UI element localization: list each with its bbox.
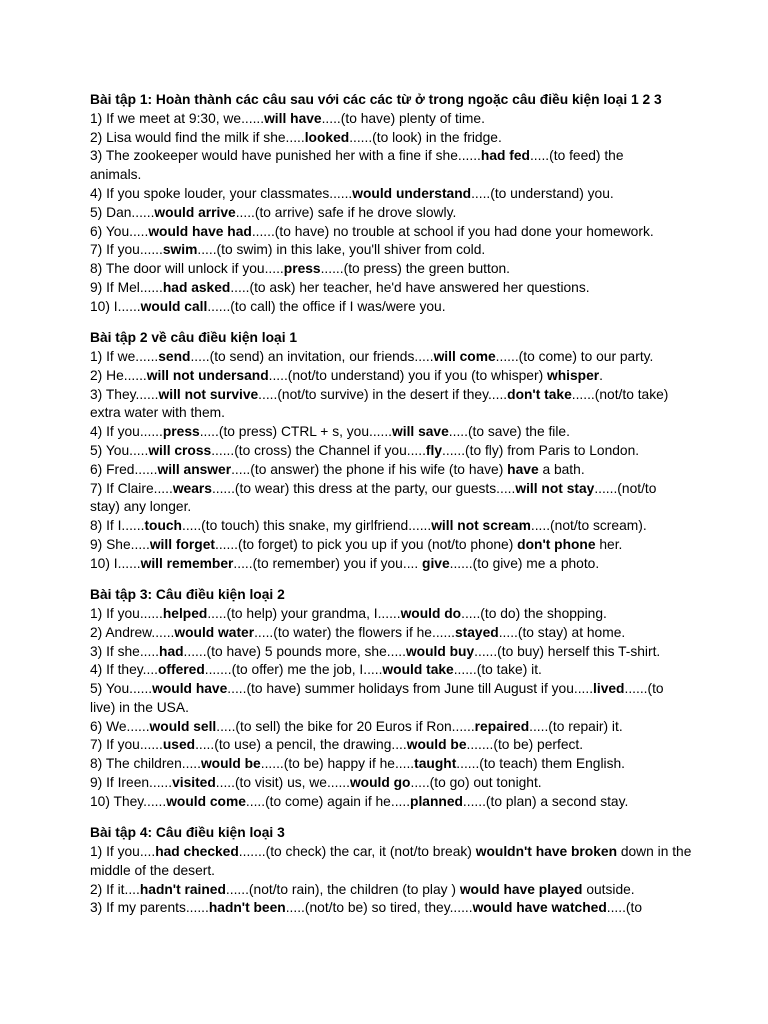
- exercise-item: [90, 298, 677, 317]
- question-text: .....(not/to be) so tired, they......: [285, 900, 473, 916]
- question-text: ......(to give) me a photo.: [449, 555, 600, 571]
- answer-text: would understand: [352, 185, 472, 201]
- answer-text: will not scream: [431, 518, 531, 534]
- item-line: [90, 774, 677, 793]
- question-text: 8) If I......: [90, 518, 145, 534]
- exercise-item: [90, 110, 677, 129]
- item-line: [90, 166, 677, 185]
- answer-text: hadn't been: [208, 900, 286, 916]
- answer-text: give: [422, 555, 450, 571]
- question-text: ......(to forget) to pick you up if you (not/to phone): [214, 536, 518, 552]
- question-text: ......(to: [624, 681, 664, 697]
- exercise-item: [90, 843, 692, 881]
- question-text: 10) They......: [90, 793, 167, 809]
- answer-text: will answer: [157, 461, 232, 477]
- answer-text: helped: [162, 605, 208, 621]
- item-line: [90, 260, 677, 279]
- question-text: .....(to send) an invitation, our friends.....: [190, 348, 434, 364]
- exercise-item: [90, 348, 677, 367]
- exercise-item: [90, 605, 677, 624]
- question-text: extra water with them.: [90, 405, 225, 421]
- question-text: ......(not/to rain), the children (to play ): [225, 881, 460, 897]
- answer-text: would have had: [148, 223, 252, 239]
- item-line: [90, 793, 677, 812]
- question-text: ......(to press) the green button.: [320, 261, 511, 277]
- question-text: .: [599, 367, 603, 383]
- exercise-item: [90, 204, 677, 223]
- section-heading: Bài tập 2 về câu điều kiện loại 1: [90, 330, 298, 346]
- item-line: [90, 555, 677, 574]
- item-line: [90, 899, 677, 918]
- answer-text: would do: [400, 605, 462, 621]
- item-line: [90, 367, 677, 386]
- question-text: ......(to call) the office if I was/were you.: [207, 298, 446, 314]
- question-text: .....(to use) a pencil, the drawing....: [195, 737, 407, 753]
- answer-text: would be: [406, 737, 467, 753]
- question-text: 1) If we meet at 9:30, we......: [90, 110, 265, 126]
- question-text: animals.: [90, 167, 142, 183]
- exercise-item: [90, 661, 677, 680]
- item-line: [90, 147, 677, 166]
- item-line: [90, 298, 677, 317]
- question-text: 5) You......: [90, 681, 153, 697]
- item-line: [90, 442, 677, 461]
- item-line: [90, 386, 677, 405]
- item-line: [90, 404, 677, 423]
- item-line: [90, 348, 677, 367]
- question-text: 4) If they....: [90, 662, 158, 678]
- question-text: ......(not/to take): [571, 386, 669, 402]
- item-line: [90, 517, 677, 536]
- exercise-item: [90, 555, 677, 574]
- question-text: .....(to come) again if he.....: [245, 793, 411, 809]
- answer-text: lived: [593, 681, 625, 697]
- question-text: 2) Lisa would find the milk if she.....: [90, 129, 305, 145]
- item-line: [90, 843, 692, 862]
- exercise-section: [90, 824, 692, 918]
- section-heading: Bài tập 1: Hoàn thành các câu sau với các các từ ở trong ngoặc câu điều kiện loại 1 2 3: [90, 92, 662, 107]
- exercise-item: [90, 461, 677, 480]
- question-text: ......(to look) in the fridge.: [349, 129, 502, 145]
- answer-text: have: [507, 461, 539, 477]
- answer-text: stayed: [454, 624, 499, 640]
- question-text: 3) They......: [90, 386, 159, 402]
- question-text: outside.: [582, 881, 635, 897]
- question-text: .....(to sell) the bike for 20 Euros if Ron......: [216, 718, 475, 734]
- question-text: 7) If you......: [90, 737, 163, 753]
- answer-text: used: [162, 737, 196, 753]
- question-text: .....(to ask) her teacher, he'd have answered her questions.: [230, 279, 590, 295]
- answer-text: visited: [172, 775, 216, 791]
- answer-text: hadn't rained: [139, 881, 226, 897]
- question-text: .....(to visit) us, we......: [215, 775, 350, 791]
- answer-text: wears: [172, 480, 212, 496]
- question-text: .....(to remember) you if you....: [233, 555, 423, 571]
- question-text: 4) If you......: [90, 424, 163, 440]
- question-text: .......(to be) perfect.: [466, 737, 584, 753]
- question-text: 2) He......: [90, 367, 147, 383]
- question-text: 9) She.....: [90, 536, 150, 552]
- question-text: 6) You.....: [90, 223, 149, 239]
- item-line: [90, 862, 677, 881]
- answer-text: would arrive: [154, 204, 236, 220]
- answer-text: would take: [382, 662, 454, 678]
- answer-text: would have: [152, 681, 228, 697]
- question-text: 6) Fred......: [90, 461, 158, 477]
- section-heading: Bài tập 3: Câu điều kiện loại 2: [90, 587, 285, 603]
- answer-text: would have played: [459, 881, 583, 897]
- answer-text: wouldn't have broken: [475, 844, 617, 860]
- answer-text: will not survive: [158, 386, 259, 402]
- answer-text: whisper: [547, 367, 600, 383]
- question-text: .....(to arrive) safe if he drove slowly.: [235, 204, 457, 220]
- answer-text: planned: [410, 793, 463, 809]
- answer-text: will cross: [148, 442, 212, 458]
- answer-text: would go: [349, 775, 411, 791]
- question-text: .....(to understand) you.: [471, 185, 614, 201]
- exercise-item: [90, 680, 677, 718]
- question-text: .....(to help) your grandma, I......: [207, 605, 401, 621]
- question-text: .....(not/to survive) in the desert if they.....: [258, 386, 508, 402]
- item-line: [90, 423, 677, 442]
- section-heading: Bài tập 4: Câu điều kiện loại 3: [90, 825, 285, 841]
- item-line: [90, 498, 677, 517]
- exercise-item: [90, 643, 677, 662]
- answer-text: repaired: [474, 718, 530, 734]
- question-text: .....(not/to understand) you if you (to whisper): [268, 367, 547, 383]
- question-text: .....(to press) CTRL + s, you......: [199, 424, 393, 440]
- question-text: ......(to come) to our party.: [495, 348, 654, 364]
- question-text: .....(to have) summer holidays from June till August if you.....: [227, 681, 594, 697]
- answer-text: will forget: [149, 536, 215, 552]
- item-line: [90, 736, 677, 755]
- exercise-item: [90, 223, 677, 242]
- question-text: ......(to have) no trouble at school if you had done your homework.: [251, 223, 654, 239]
- exercise-section: [90, 91, 677, 317]
- exercise-item: [90, 185, 677, 204]
- question-text: ......(to cross) the Channel if you.....: [211, 442, 426, 458]
- exercise-item: [90, 480, 677, 518]
- item-line: [90, 241, 677, 260]
- question-text: .....(to answer) the phone if his wife (to have): [231, 461, 508, 477]
- question-text: 2) Andrew......: [90, 624, 175, 640]
- question-text: 5) Dan......: [90, 204, 155, 220]
- item-line: [90, 699, 677, 718]
- exercise-item: [90, 536, 677, 555]
- question-text: .....(to go) out tonight.: [410, 775, 542, 791]
- question-text: .....(to swim) in this lake, you'll shiver from cold.: [197, 242, 486, 258]
- answer-text: taught: [414, 756, 457, 772]
- answer-text: would sell: [149, 718, 217, 734]
- answer-text: press: [283, 261, 321, 277]
- answer-text: would be: [200, 756, 261, 772]
- exercise-item: [90, 241, 677, 260]
- answer-text: had: [159, 643, 184, 659]
- exercise-item: [90, 793, 677, 812]
- answer-text: press: [162, 424, 200, 440]
- question-text: .....(to: [606, 900, 643, 916]
- question-text: ......(to plan) a second stay.: [462, 793, 629, 809]
- question-text: ......(to have) 5 pounds more, she.....: [183, 643, 406, 659]
- answer-text: fly: [425, 442, 443, 458]
- question-text: 10) I......: [90, 555, 141, 571]
- exercise-item: [90, 774, 677, 793]
- item-line: [90, 223, 677, 242]
- answer-text: don't phone: [517, 536, 596, 552]
- question-text: .....(to water) the flowers if he......: [254, 624, 455, 640]
- answer-text: had fed: [480, 148, 530, 164]
- exercise-item: [90, 442, 677, 461]
- item-line: [90, 204, 677, 223]
- answer-text: looked: [304, 129, 350, 145]
- item-line: [90, 110, 677, 129]
- exercise-item: [90, 899, 677, 918]
- question-text: ......(to wear) this dress at the party, our guests.....: [211, 480, 516, 496]
- question-text: ......(to be) happy if he.....: [260, 756, 415, 772]
- answer-text: send: [158, 348, 191, 364]
- question-text: ......(to take) it.: [453, 662, 542, 678]
- question-text: ......(to teach) them English.: [456, 756, 625, 772]
- exercise-item: [90, 129, 677, 148]
- question-text: .....(to touch) this snake, my girlfriend......: [182, 518, 432, 534]
- answer-text: touch: [144, 518, 182, 534]
- question-text: ......(not/to: [594, 480, 657, 496]
- question-text: middle of the desert.: [90, 862, 216, 878]
- answer-text: will not stay: [515, 480, 595, 496]
- question-text: live) in the USA.: [90, 699, 189, 715]
- question-text: 8) The door will unlock if you.....: [90, 261, 284, 277]
- answer-text: offered: [158, 662, 205, 678]
- question-text: 6) We......: [90, 718, 150, 734]
- exercise-item: [90, 386, 677, 424]
- item-line: [90, 661, 677, 680]
- question-text: .......(to offer) me the job, I.....: [204, 662, 383, 678]
- item-line: [90, 461, 677, 480]
- question-text: 4) If you spoke louder, your classmates......: [90, 185, 353, 201]
- question-text: a bath.: [538, 461, 585, 477]
- answer-text: had asked: [162, 279, 231, 295]
- answer-text: will remember: [140, 555, 234, 571]
- question-text: .....(to stay) at home.: [498, 624, 626, 640]
- question-text: 2) If it....: [90, 881, 140, 897]
- exercise-item: [90, 423, 677, 442]
- exercise-item: [90, 755, 677, 774]
- question-text: .....(to do) the shopping.: [461, 605, 607, 621]
- answer-text: would water: [174, 624, 255, 640]
- exercise-section: [90, 329, 677, 573]
- question-text: 10) I......: [90, 298, 141, 314]
- exercise-item: [90, 718, 677, 737]
- item-line: [90, 279, 677, 298]
- item-line: [90, 718, 677, 737]
- answer-text: will not undersand: [146, 367, 269, 383]
- question-text: .....(to have) plenty of time.: [321, 110, 485, 126]
- question-text: 5) You.....: [90, 442, 149, 458]
- document-body: [90, 91, 692, 918]
- question-text: 7) If Claire.....: [90, 480, 173, 496]
- question-text: down in the: [617, 844, 692, 860]
- exercise-item: [90, 517, 677, 536]
- answer-text: will have: [264, 110, 322, 126]
- item-line: [90, 680, 677, 699]
- question-text: 1) If you......: [90, 605, 163, 621]
- question-text: 9) If Ireen......: [90, 775, 173, 791]
- item-line: [90, 881, 677, 900]
- exercise-item: [90, 260, 677, 279]
- question-text: her.: [595, 536, 623, 552]
- exercise-item: [90, 279, 677, 298]
- item-line: [90, 129, 677, 148]
- question-text: 7) If you......: [90, 242, 163, 258]
- item-line: [90, 480, 677, 499]
- answer-text: swim: [162, 242, 198, 258]
- exercise-section: [90, 586, 677, 812]
- question-text: .....(to feed) the: [529, 148, 624, 164]
- question-text: 3) If my parents......: [90, 900, 209, 916]
- exercise-item: [90, 147, 677, 185]
- question-text: .....(to save) the file.: [448, 424, 570, 440]
- answer-text: will save: [392, 424, 449, 440]
- answer-text: would come: [166, 793, 246, 809]
- question-text: 9) If Mel......: [90, 279, 163, 295]
- question-text: 1) If you....: [90, 844, 156, 860]
- question-text: 1) If we......: [90, 348, 159, 364]
- exercise-item: [90, 367, 677, 386]
- question-text: ......(to fly) from Paris to London.: [442, 442, 640, 458]
- question-text: .....(to repair) it.: [529, 718, 623, 734]
- item-line: [90, 643, 677, 662]
- question-text: .....(not/to scream).: [530, 518, 647, 534]
- question-text: 8) The children.....: [90, 756, 201, 772]
- answer-text: would buy: [405, 643, 475, 659]
- item-line: [90, 536, 677, 555]
- question-text: 3) The zookeeper would have punished her with a fine if she......: [90, 148, 481, 164]
- item-line: [90, 605, 677, 624]
- answer-text: would call: [140, 298, 208, 314]
- item-line: [90, 755, 677, 774]
- answer-text: would have watched: [472, 900, 607, 916]
- item-line: [90, 624, 677, 643]
- item-line: [90, 185, 677, 204]
- question-text: ......(to buy) herself this T-shirt.: [474, 643, 661, 659]
- question-text: stay) any longer.: [90, 499, 192, 515]
- exercise-item: [90, 624, 677, 643]
- exercise-item: [90, 736, 677, 755]
- exercise-item: [90, 881, 677, 900]
- question-text: .......(to check) the car, it (not/to break): [238, 844, 476, 860]
- answer-text: will come: [433, 348, 496, 364]
- answer-text: don't take: [507, 386, 572, 402]
- question-text: 3) If she.....: [90, 643, 160, 659]
- answer-text: had checked: [155, 844, 239, 860]
